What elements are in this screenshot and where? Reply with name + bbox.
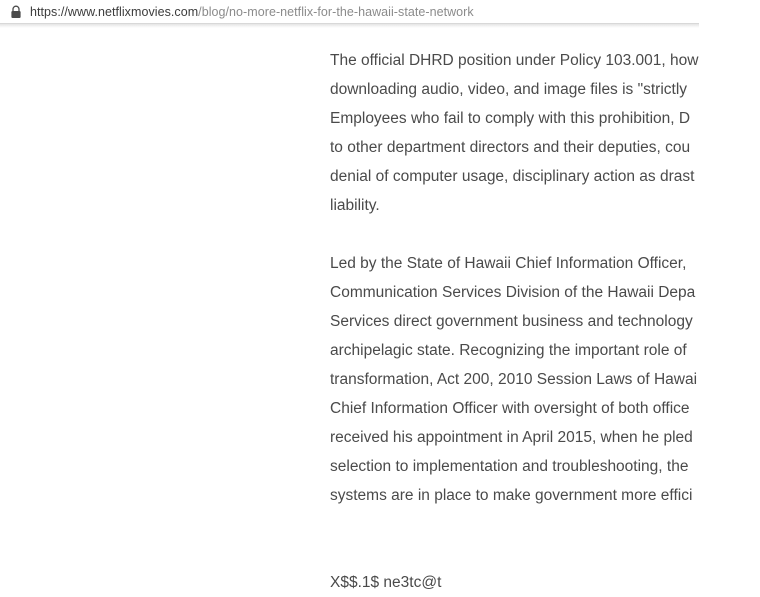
article-paragraph-1 — [330, 46, 760, 220]
paragraph-line: downloading audio, video, and image files is "strictly — [330, 81, 688, 98]
url-domain: https://www.netflixmovies.com — [30, 4, 199, 19]
page-content — [0, 28, 699, 591]
paragraph-line: transformation, Act 200, 2010 Session Laws of Hawai — [330, 371, 698, 388]
url-path: /blog/no-more-netflix-for-the-hawaii-state-network — [198, 4, 474, 19]
paragraph-line: The official DHRD position under Policy 103.001, how — [330, 52, 699, 69]
paragraph-line: liability. — [330, 197, 380, 214]
paragraph-line: selection to implementation and troubleshooting, the — [330, 458, 689, 475]
paragraph-line: Services direct government business and technology — [330, 313, 693, 330]
paragraph-line: Led by the State of Hawaii Chief Information Officer, — [330, 255, 687, 272]
paragraph-line: denial of computer usage, disciplinary action as drast — [330, 168, 695, 185]
paragraph-line: systems are in place to make government more effici — [330, 487, 693, 504]
lock-icon — [10, 5, 22, 19]
paragraph-line: Chief Information Officer with oversight of both office — [330, 400, 690, 417]
url-display[interactable] — [30, 5, 474, 19]
article-column — [330, 46, 760, 597]
paragraph-line: archipelagic state. Recognizing the important role of — [330, 342, 687, 359]
article-paragraph-2 — [330, 249, 760, 510]
paragraph-line: to other department directors and their deputies, cou — [330, 139, 691, 156]
paragraph-line: received his appointment in April 2015, when he pled — [330, 429, 693, 446]
article-footer-text: X$$.1$ ne3tc@t — [330, 574, 442, 591]
browser-url-bar[interactable] — [0, 0, 699, 24]
paragraph-line: Employees who fail to comply with this prohibition, D — [330, 110, 691, 127]
article-spacer — [330, 539, 760, 568]
paragraph-line: Communication Services Division of the Hawaii Depa — [330, 284, 696, 301]
